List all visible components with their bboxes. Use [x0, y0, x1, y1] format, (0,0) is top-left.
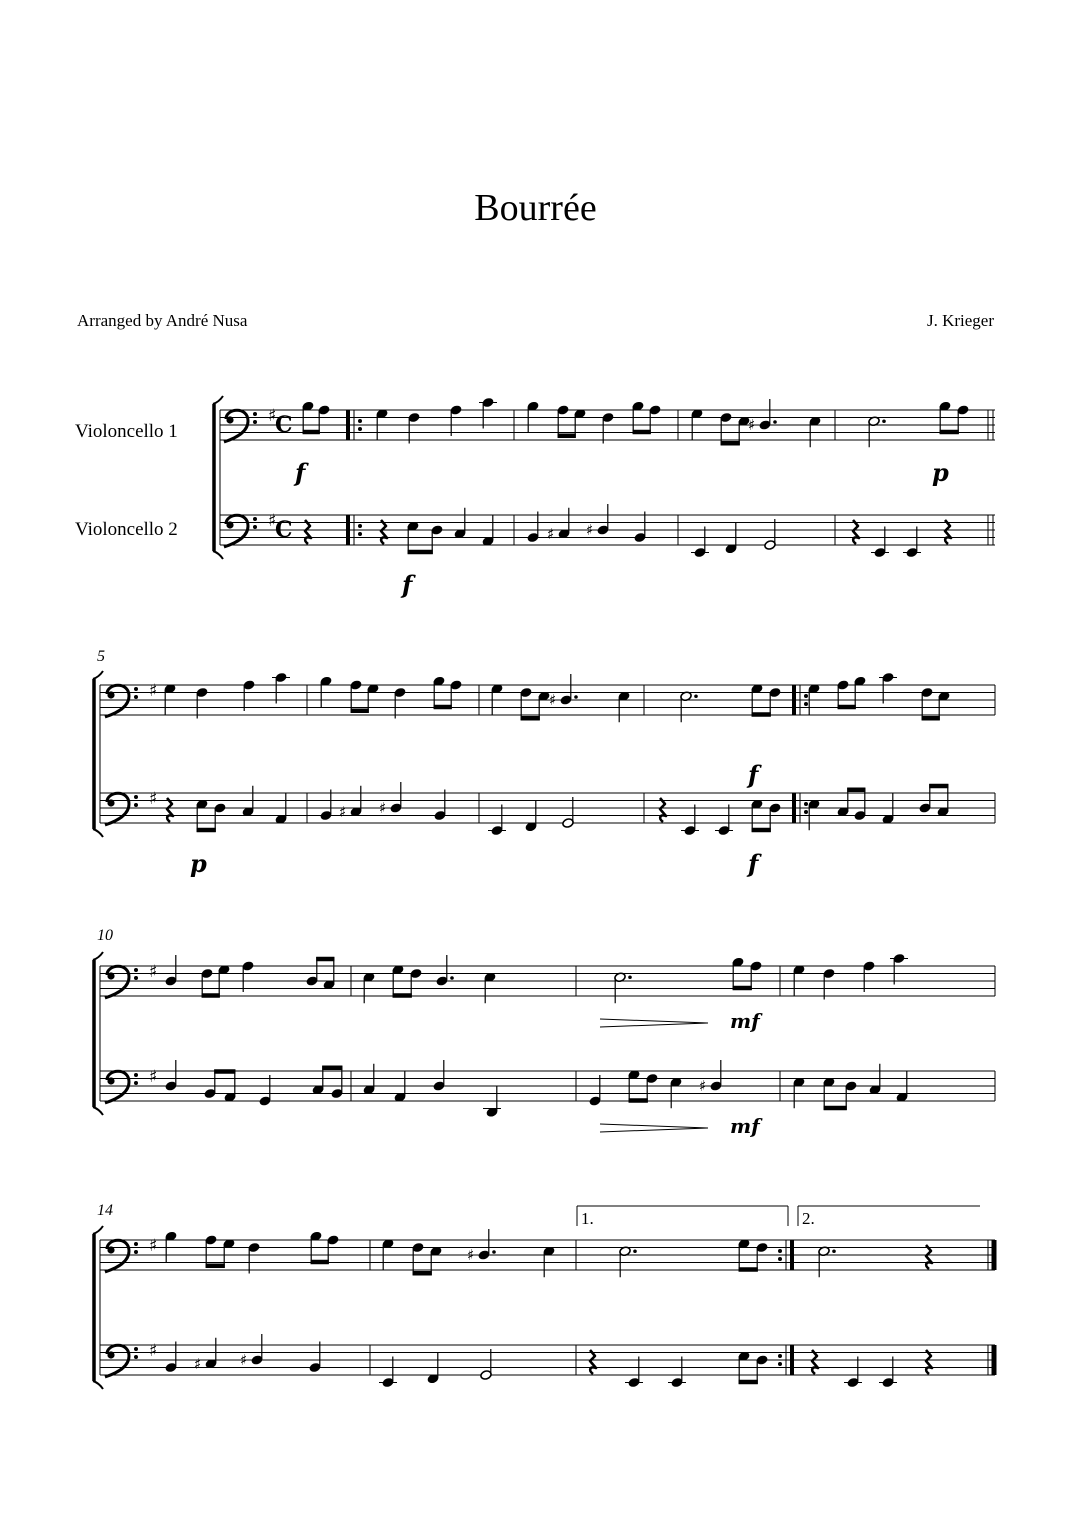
system-bracket: [93, 1107, 103, 1115]
bass-clef: [105, 1071, 129, 1103]
decrescendo-hairpin: [600, 1128, 708, 1132]
measure-number: 10: [97, 927, 113, 944]
accidental: ♯: [379, 799, 387, 817]
repeat-dot: [804, 694, 808, 698]
bass-clef-dot: [134, 1355, 138, 1359]
repeat-dot: [358, 524, 362, 528]
bass-clef-dot: [134, 695, 138, 699]
key-signature-sharp: ♯: [268, 406, 277, 426]
bass-clef-dot: [253, 517, 257, 521]
system-bracket: [213, 551, 223, 559]
repeat-dot: [804, 802, 808, 806]
decrescendo-hairpin: [600, 1124, 708, 1128]
quarter-rest: [812, 1350, 818, 1374]
repeat-dot: [358, 419, 362, 423]
system-bracket: [93, 671, 103, 679]
repeat-dot: [778, 1257, 782, 1261]
bass-clef: [105, 966, 129, 998]
dynamic-marking: f: [295, 458, 306, 487]
volta-second-label: 2.: [802, 1209, 815, 1228]
key-signature-sharp: ♯: [149, 1067, 158, 1087]
quarter-rest: [926, 1350, 932, 1374]
bass-clef: [105, 685, 129, 717]
dynamic-marking: p: [932, 458, 949, 487]
dynamic-marking: mf: [730, 1114, 760, 1138]
bass-clef-dot: [134, 976, 138, 980]
dynamic-marking: f: [748, 849, 759, 878]
augmentation-dot: [773, 420, 777, 424]
bass-clef-dot: [107, 1246, 114, 1253]
dynamic-marking: mf: [730, 1009, 760, 1033]
bass-clef-dot: [134, 1250, 138, 1254]
repeat-dot: [358, 532, 362, 536]
repeat-dot: [358, 427, 362, 431]
repeat-dot: [778, 1354, 782, 1358]
accidental: ♯: [699, 1077, 707, 1095]
augmentation-dot: [492, 1250, 496, 1254]
accidental: ♯: [549, 691, 557, 709]
bass-clef-dot: [134, 687, 138, 691]
quarter-rest: [305, 520, 311, 544]
instrument-label-cello-1: Violoncello 1: [75, 421, 178, 442]
bass-clef: [105, 1240, 129, 1272]
bass-clef: [224, 515, 248, 547]
volta-first-label: 1.: [581, 1209, 594, 1228]
time-signature: C: [275, 517, 293, 543]
key-signature-sharp: ♯: [149, 1341, 158, 1361]
bass-clef-dot: [134, 803, 138, 807]
bass-clef-dot: [134, 1347, 138, 1351]
quarter-rest: [945, 520, 951, 544]
quarter-rest: [590, 1350, 596, 1374]
dynamic-marking: f: [402, 570, 413, 599]
arranger-credit: Arranged by André Nusa: [77, 311, 248, 330]
accidental: ♯: [240, 1351, 248, 1369]
augmentation-dot: [694, 694, 698, 698]
augmentation-dot: [633, 1249, 637, 1253]
quarter-rest: [381, 520, 387, 544]
bass-clef-dot: [134, 795, 138, 799]
repeat-dot: [804, 810, 808, 814]
key-signature-sharp: ♯: [149, 1236, 158, 1256]
bass-clef: [224, 410, 248, 442]
augmentation-dot: [574, 695, 578, 699]
bass-clef-dot: [253, 525, 257, 529]
score-title: Bourrée: [474, 187, 597, 229]
decrescendo-hairpin: [600, 1023, 708, 1027]
measure-number: 5: [97, 648, 105, 665]
bass-clef-dot: [253, 420, 257, 424]
bass-clef: [105, 793, 129, 825]
bass-clef-dot: [134, 1073, 138, 1077]
dynamic-marking: f: [748, 760, 759, 789]
key-signature-sharp: ♯: [149, 789, 158, 809]
system-bracket: [93, 1226, 103, 1234]
bass-clef-dot: [134, 968, 138, 972]
quarter-rest: [167, 798, 173, 822]
bass-clef-dot: [107, 1351, 114, 1358]
system-bracket: [213, 396, 223, 404]
accidental: ♯: [194, 1354, 202, 1373]
bass-clef-dot: [134, 1242, 138, 1246]
accidental: ♯: [467, 1246, 475, 1264]
repeat-dot: [778, 1249, 782, 1253]
time-signature: C: [275, 412, 293, 438]
accidental: ♯: [586, 521, 594, 539]
key-signature-sharp: ♯: [268, 511, 277, 531]
composer-credit: J. Krieger: [926, 311, 994, 330]
bass-clef-dot: [107, 972, 114, 979]
accidental: ♯: [748, 416, 756, 434]
augmentation-dot: [882, 419, 886, 423]
quarter-rest: [660, 798, 666, 822]
bass-clef-dot: [253, 412, 257, 416]
bass-clef-dot: [226, 416, 233, 423]
decrescendo-hairpin: [600, 1019, 708, 1023]
measure-number: 14: [97, 1202, 113, 1219]
system-bracket: [93, 952, 103, 960]
system-bracket: [93, 829, 103, 837]
quarter-rest: [926, 1245, 932, 1269]
bass-clef-dot: [107, 799, 114, 806]
bass-clef: [105, 1345, 129, 1377]
dynamic-marking: p: [190, 849, 207, 878]
key-signature-sharp: ♯: [149, 962, 158, 982]
key-signature-sharp: ♯: [149, 681, 158, 701]
repeat-dot: [778, 1362, 782, 1366]
bass-clef-dot: [107, 1077, 114, 1084]
bass-clef-dot: [107, 691, 114, 698]
augmentation-dot: [832, 1249, 836, 1253]
bass-clef-dot: [134, 1081, 138, 1085]
augmentation-dot: [450, 976, 454, 980]
system-bracket: [93, 1381, 103, 1389]
repeat-dot: [804, 702, 808, 706]
augmentation-dot: [628, 975, 632, 979]
accidental: ♯: [547, 524, 555, 543]
instrument-label-cello-2: Violoncello 2: [75, 519, 178, 540]
accidental: ♯: [339, 802, 347, 821]
quarter-rest: [853, 520, 859, 544]
bass-clef-dot: [226, 521, 233, 528]
